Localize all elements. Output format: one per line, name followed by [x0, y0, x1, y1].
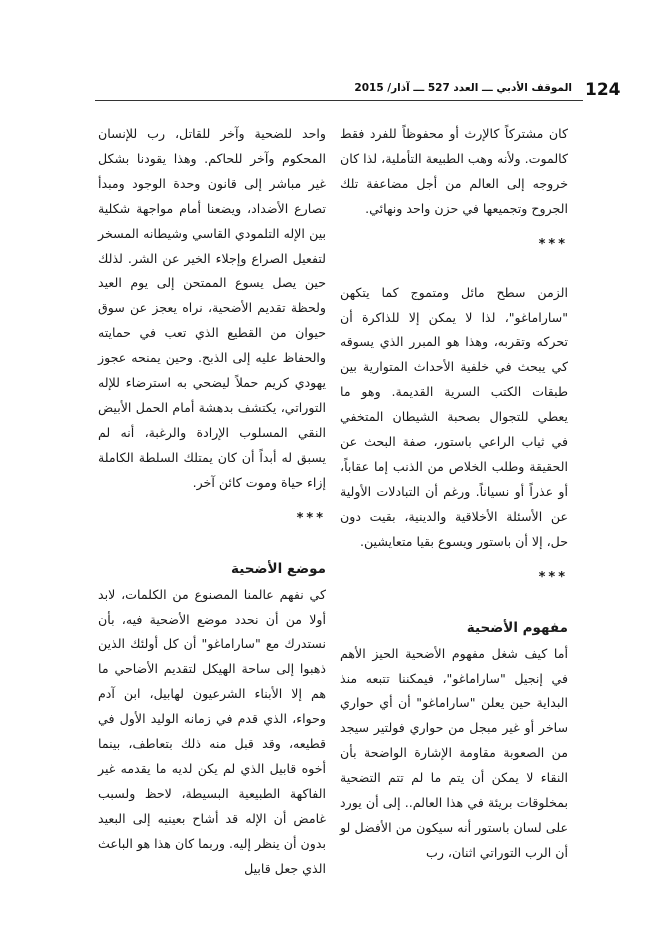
- paragraph-sacrifice: كي نفهم عالمنا المصنوع من الكلمات، لابد أولا من أن نحدد موضع الأضحية فيه، بأن نستدرك مع "ساراماغو" أن كل أولئك الذين ذهبوا إلى ساحة الهيكل لتقديم الأضاحي ما هم إلا الأبناء الشرعيون لهابيل، ابن آدم وحواء، الذي قدم في زمانه الوليد الأول في قطيعه، وقد قبل منه ذلك بتعاطف، بينما أخوه قابيل الذي لم يكن لديه ما يقدمه غير الفاكهة الطبيعية البسيطة، لاحظ ولسبب غامض أن الإله قد أشاح بعينيه إلى البعيد بدون أن ينظر إليه. وربما كان هذا هو الباعث الذي جعل قابيل: [98, 586, 326, 876]
- page-header: [0, 0, 661, 120]
- header-rule: [95, 100, 583, 101]
- section-heading-concept: مفهوم الأضحية: [466, 619, 568, 636]
- page-number: 124: [585, 80, 621, 100]
- paragraph-concept: أما كيف شغل مفهوم الأضحية الحيز الأهم في إنجيل "ساراماغو"، فيمكننا تتبعه منذ البداية حين يعلن "ساراماغو" أن أي حواري ساخر أو غير مبجل من حواري فولتير سيجد من الصعوبة مقاومة الإشارة الواضحة بأن النقاء لا يمكن أن يتم ما لم تتم التضحية بمخلوقات بريئة في هذا العالم.. إلى أن يورد على لسان باستور أنه سيكون من الأفضل لو أن الرب التوراتي اثنان، رب: [340, 645, 568, 860]
- paragraph-time: الزمن سطح مائل ومتموج كما يتكهن "ساراماغو"، لذا لا يمكن إلا للذاكرة أن تحركه وتقربه، وهذا هو المبرر الذي يسوقه كي يبحث في خلفية الأحداث المتوارية بين طبقات الكتب السرية القديمة. وهو ما يعطي للتجوال بصحبة الشيطان المتخفي في ثياب الراعي باستور، صفة البحث عن الحقيقة وطلب الخلاص من الذنب إما عقاباً، أو عذراً أو نسياناً. ورغم أن التبادلات الأولية عن الأسئلة الأخلاقية والدينية، بقيت دون حل، إلا أن باستور ويسوع بقيا متعايشين.: [340, 284, 568, 549]
- left-column: [98, 122, 326, 912]
- section-heading-sacrifice: موضع الأضحية: [231, 560, 326, 577]
- right-column: [340, 122, 568, 912]
- section-divider: ***: [538, 569, 568, 585]
- section-divider: ***: [538, 236, 568, 252]
- paragraph-intro: كان مشتركاً كالإرث أو محفوظاً للفرد فقط كالموت. ولأنه وهب الطبيعة التأملية، لذا كان خروجه إلى العالم من أجل مضاعفة تلك الجروح وتجميعها في حزن واحد ونهائي.: [340, 126, 568, 216]
- paragraph-continued: واحد للضحية وآخر للقاتل، رب للإنسان المحكوم وآخر للحاكم. وهذا يقودنا بشكل غير مباشر إلى قانون وحدة الوجود ومبدأ تصارع الأضداد، ويضعنا أمام مواجهة شكلية بين الإله التلمودي القاسي وشيطانه المسخر لتفعيل الصراع وإجلاء الخير عن الشر. لذلك حين يصل يسوع الممتحن إلى يوم العيد ولحظة تقديم الأضحية، نراه يعجز عن سوق حيوان من القطيع الذي تعب في حمايته والحفاظ عليه إلى الذبح. وحين يمنحه عجوز يهودي كريم حملاً ليضحي به استرضاء للإله التوراتي، يكتشف بدهشة أمام الحمل الأبيض النقي المسلوب الإرادة والرغبة، أنه لم يسبق له أبداً أن كان يمتلك السلطة الكاملة إزاء حياة وموت كائن آخر.: [98, 126, 326, 490]
- section-divider: ***: [296, 510, 326, 526]
- running-head: الموقف الأدبي ـــ العدد 527 ـــ آذار/ 2015: [354, 82, 572, 94]
